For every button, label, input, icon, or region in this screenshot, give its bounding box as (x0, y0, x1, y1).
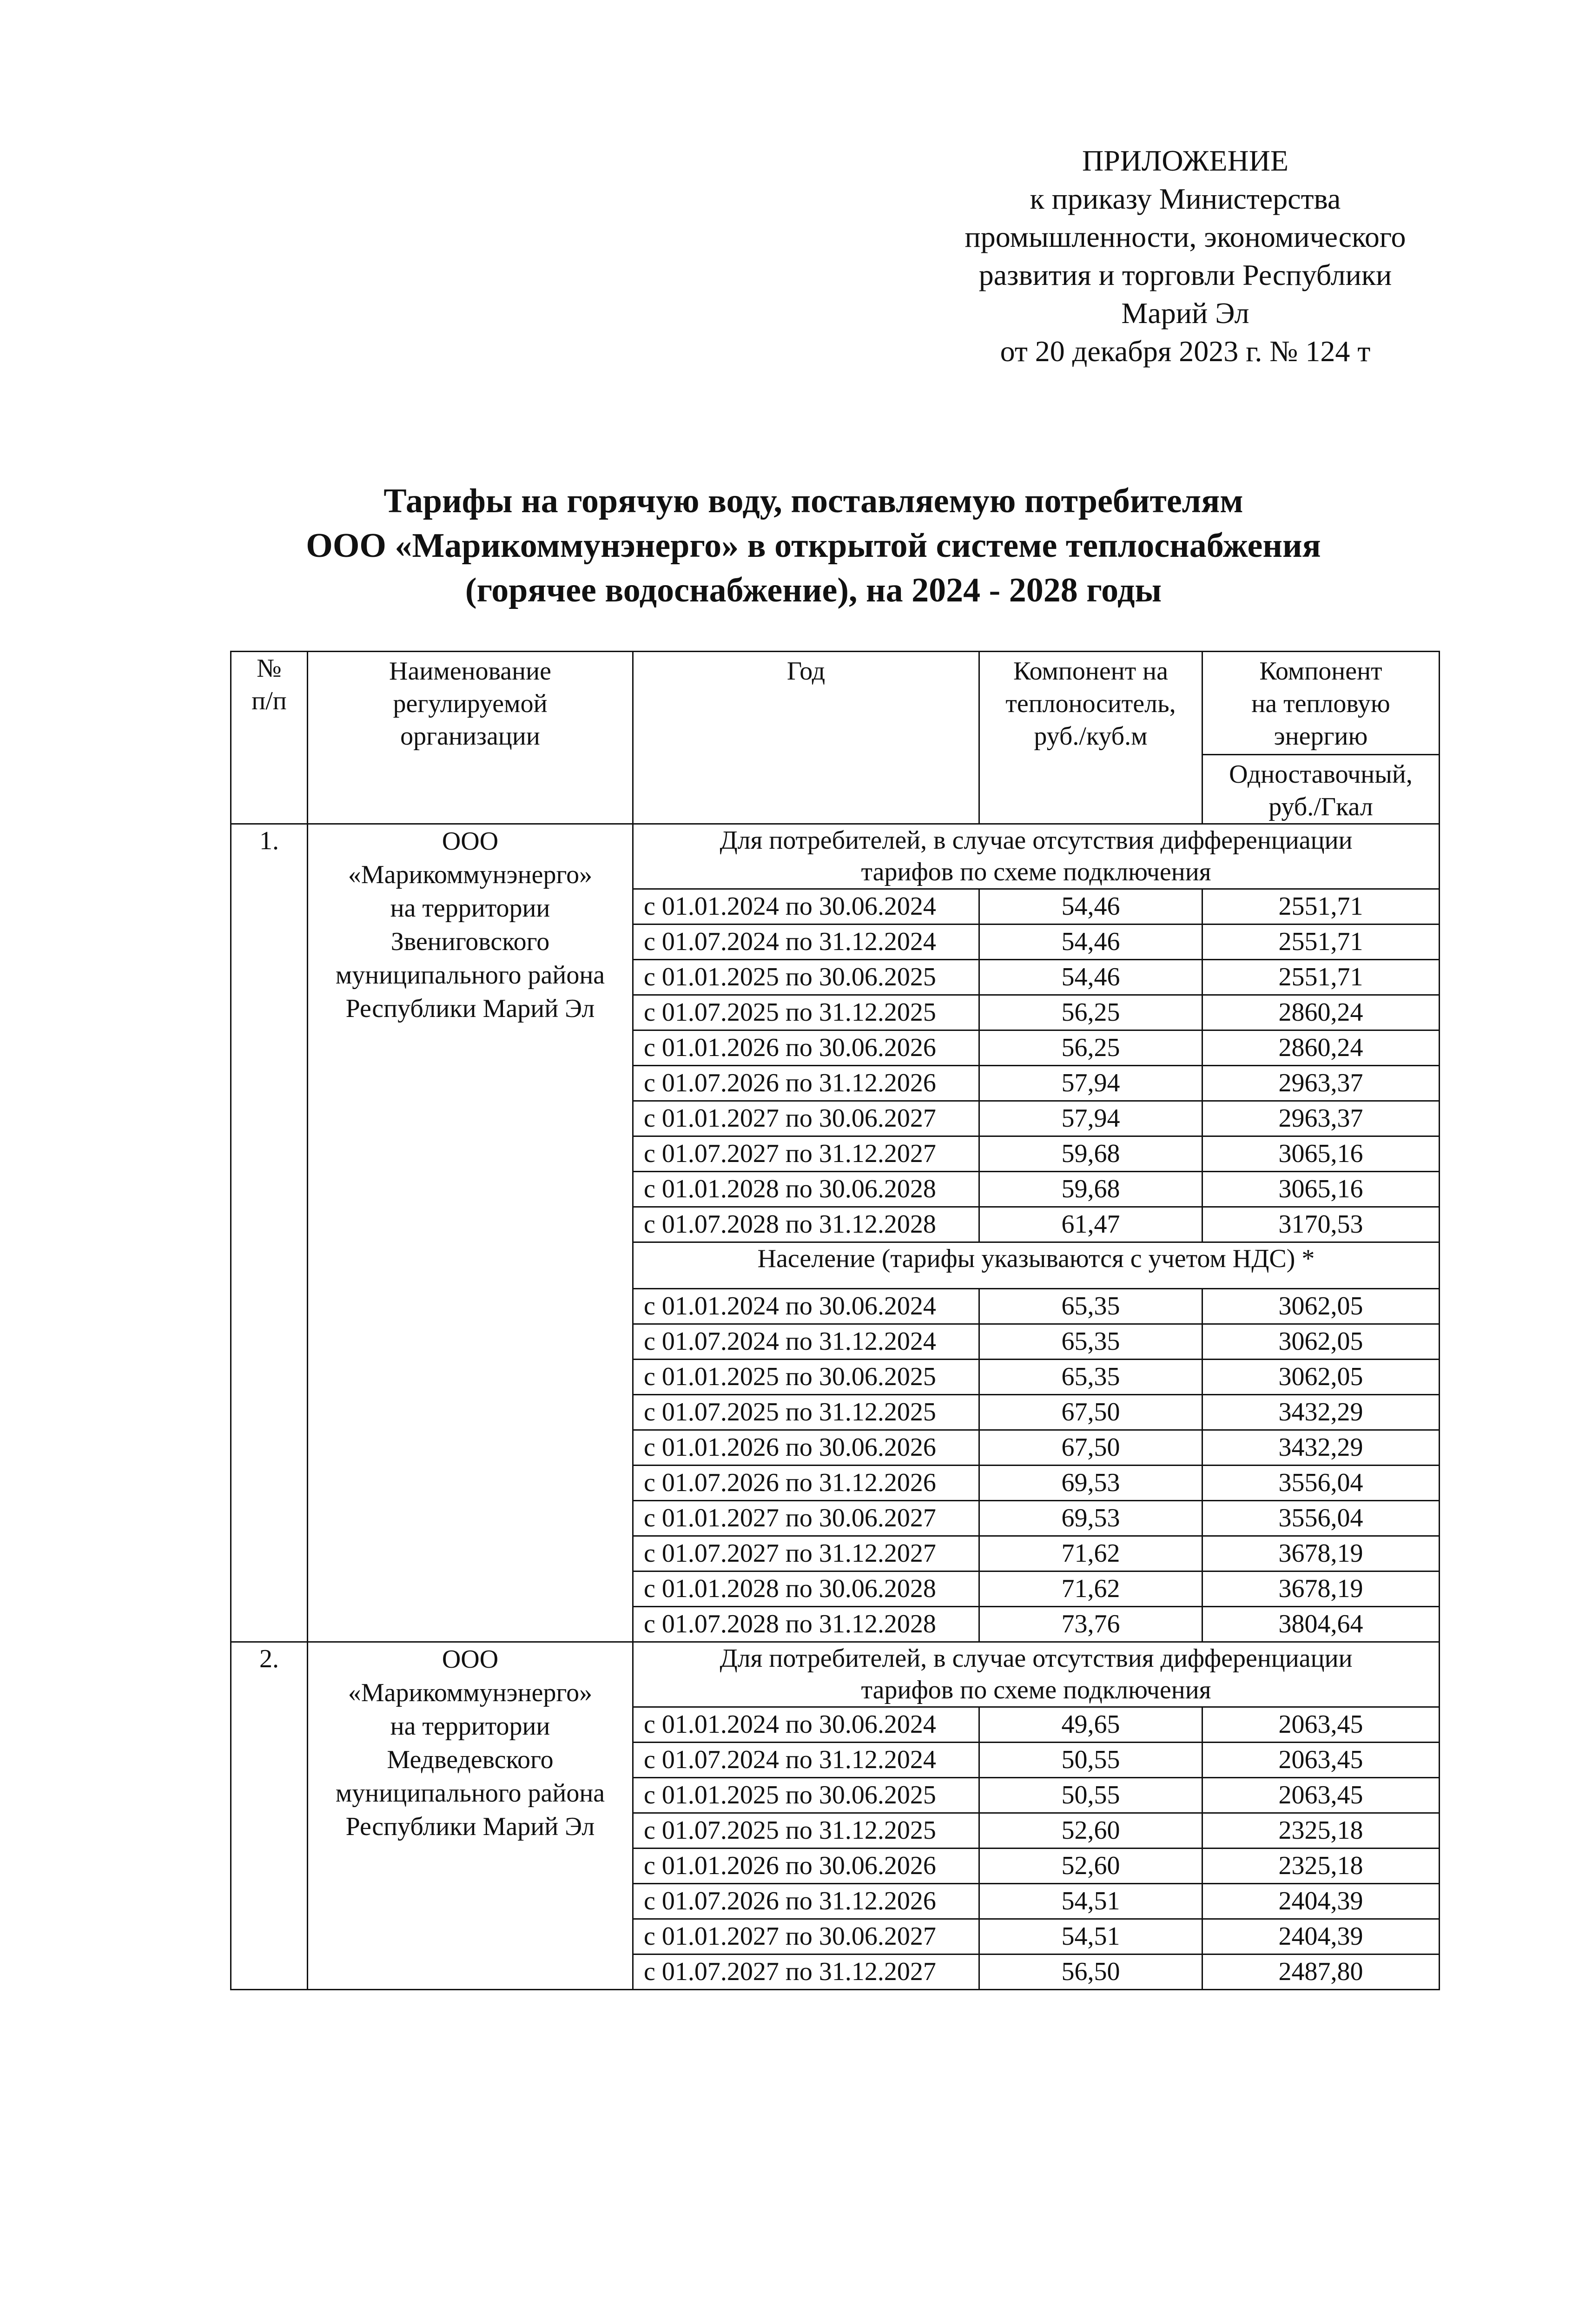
header-num (231, 652, 308, 824)
carrier-value-cell: 54,46 (979, 924, 1202, 960)
energy-value-cell: 2860,24 (1202, 1030, 1440, 1066)
energy-value-cell: 2551,71 (1202, 889, 1440, 924)
appendix-line: ПРИЛОЖЕНИЕ (1082, 144, 1289, 177)
period-cell: с 01.07.2025 по 31.12.2025 (633, 1813, 979, 1849)
carrier-value-cell: 59,68 (979, 1136, 1202, 1172)
title-line: ООО «Марикоммунэнерго» в открытой системе теплоснабжения (306, 527, 1321, 565)
energy-value-cell: 3432,29 (1202, 1430, 1440, 1466)
header-org-line: организации (400, 722, 540, 751)
carrier-value-cell: 54,46 (979, 889, 1202, 924)
carrier-value-cell: 56,25 (979, 995, 1202, 1030)
energy-value-cell: 3062,05 (1202, 1324, 1440, 1360)
carrier-value-cell: 52,60 (979, 1813, 1202, 1849)
appendix-line: Марий Эл (1121, 297, 1249, 330)
energy-value-cell: 3065,16 (1202, 1172, 1440, 1207)
period-cell: с 01.01.2026 по 30.06.2026 (633, 1430, 979, 1466)
energy-value-cell: 3062,05 (1202, 1360, 1440, 1395)
carrier-value-cell: 65,35 (979, 1360, 1202, 1395)
period-cell: с 01.07.2027 по 31.12.2027 (633, 1136, 979, 1172)
energy-value-cell: 2404,39 (1202, 1884, 1440, 1919)
header-num-line: п/п (251, 687, 287, 715)
period-cell: с 01.07.2026 по 31.12.2026 (633, 1884, 979, 1919)
carrier-value-cell: 65,35 (979, 1289, 1202, 1324)
carrier-value-cell: 73,76 (979, 1607, 1202, 1642)
carrier-value-cell: 50,55 (979, 1743, 1202, 1778)
period-cell: с 01.01.2024 по 30.06.2024 (633, 1707, 979, 1743)
appendix-line: промышленности, экономического (964, 220, 1406, 253)
period-cell: с 01.01.2025 по 30.06.2025 (633, 1778, 979, 1813)
appendix-line: от 20 декабря 2023 г. № 124 т (1000, 335, 1371, 368)
energy-value-cell: 3556,04 (1202, 1466, 1440, 1501)
period-cell: с 01.07.2028 по 31.12.2028 (633, 1207, 979, 1242)
header-energy-line: на тепловую (1251, 689, 1390, 718)
header-energy-sub-line: Одноставочный, (1229, 760, 1413, 789)
header-energy (1202, 652, 1440, 755)
carrier-value-cell: 54,51 (979, 1884, 1202, 1919)
carrier-value-cell: 50,55 (979, 1778, 1202, 1813)
period-cell: с 01.01.2027 по 30.06.2027 (633, 1919, 979, 1954)
energy-value-cell: 2063,45 (1202, 1778, 1440, 1813)
document-title (195, 479, 1432, 613)
group-heading (633, 824, 1440, 889)
period-cell: с 01.07.2025 по 31.12.2025 (633, 1395, 979, 1430)
organization-name-line: «Марикоммунэнерго» (348, 1678, 593, 1707)
carrier-value-cell: 65,35 (979, 1324, 1202, 1360)
group-heading-row (231, 1642, 1440, 1707)
appendix-line: к приказу Министерства (1030, 182, 1341, 215)
carrier-value-cell: 54,46 (979, 960, 1202, 995)
period-cell: с 01.01.2028 по 30.06.2028 (633, 1172, 979, 1207)
appendix-line: развития и торговли Республики (978, 258, 1392, 291)
energy-value-cell: 2551,71 (1202, 924, 1440, 960)
header-org-line: регулируемой (393, 689, 548, 718)
organization-name (308, 1642, 633, 1990)
carrier-value-cell: 69,53 (979, 1501, 1202, 1536)
header-carrier (979, 652, 1202, 824)
carrier-value-cell: 56,25 (979, 1030, 1202, 1066)
energy-value-cell: 2404,39 (1202, 1919, 1440, 1954)
carrier-value-cell: 67,50 (979, 1395, 1202, 1430)
energy-value-cell: 3432,29 (1202, 1395, 1440, 1430)
carrier-value-cell: 67,50 (979, 1430, 1202, 1466)
header-energy-line: энергию (1274, 722, 1368, 751)
organization-name-line: «Марикоммунэнерго» (348, 860, 593, 889)
carrier-value-cell: 54,51 (979, 1919, 1202, 1954)
period-cell: с 01.01.2027 по 30.06.2027 (633, 1501, 979, 1536)
carrier-value-cell: 59,68 (979, 1172, 1202, 1207)
energy-value-cell: 2063,45 (1202, 1707, 1440, 1743)
header-org-line: Наименование (389, 657, 551, 686)
header-org (308, 652, 633, 824)
carrier-value-cell: 57,94 (979, 1101, 1202, 1136)
carrier-value-cell: 69,53 (979, 1466, 1202, 1501)
period-cell: с 01.01.2025 по 30.06.2025 (633, 1360, 979, 1395)
energy-value-cell: 2860,24 (1202, 995, 1440, 1030)
period-cell: с 01.07.2026 по 31.12.2026 (633, 1066, 979, 1101)
period-cell: с 01.01.2024 по 30.06.2024 (633, 1289, 979, 1324)
energy-value-cell: 3170,53 (1202, 1207, 1440, 1242)
organization-name-line: на территории (390, 1712, 550, 1741)
carrier-value-cell: 57,94 (979, 1066, 1202, 1101)
period-cell: с 01.01.2026 по 30.06.2026 (633, 1030, 979, 1066)
group-heading (633, 1242, 1440, 1289)
header-energy-sub (1202, 755, 1440, 824)
organization-name-line: Республики Марий Эл (345, 1812, 595, 1841)
carrier-value-cell: 52,60 (979, 1849, 1202, 1884)
appendix-header (925, 142, 1446, 370)
organization-name-line: Медведевского (387, 1745, 554, 1774)
row-number: 2. (231, 1642, 308, 1990)
period-cell: с 01.07.2025 по 31.12.2025 (633, 995, 979, 1030)
period-cell: с 01.01.2025 по 30.06.2025 (633, 960, 979, 995)
period-cell: с 01.01.2028 по 30.06.2028 (633, 1571, 979, 1607)
energy-value-cell: 3678,19 (1202, 1536, 1440, 1571)
period-cell: с 01.07.2026 по 31.12.2026 (633, 1466, 979, 1501)
title-line: Тарифы на горячую воду, поставляемую потребителям (383, 482, 1243, 520)
period-cell: с 01.01.2024 по 30.06.2024 (633, 889, 979, 924)
carrier-value-cell: 61,47 (979, 1207, 1202, 1242)
period-cell: с 01.07.2024 по 31.12.2024 (633, 924, 979, 960)
title-line: (горячее водоснабжение), на 2024 - 2028 годы (465, 571, 1162, 609)
group-heading (633, 1642, 1440, 1707)
carrier-value-cell: 71,62 (979, 1536, 1202, 1571)
energy-value-cell: 3678,19 (1202, 1571, 1440, 1607)
group-heading-line: Население (тарифы указываются с учетом НДС) * (757, 1244, 1315, 1273)
period-cell: с 01.07.2024 по 31.12.2024 (633, 1324, 979, 1360)
carrier-value-cell: 71,62 (979, 1571, 1202, 1607)
header-year-line: Год (786, 657, 826, 686)
organization-name-line: ООО (442, 827, 499, 856)
organization-name-line: муниципального района (335, 1779, 605, 1808)
header-energy-line: Компонент (1259, 657, 1382, 686)
period-cell: с 01.07.2027 по 31.12.2027 (633, 1954, 979, 1990)
energy-value-cell: 3065,16 (1202, 1136, 1440, 1172)
header-num-line: № (257, 654, 282, 683)
header-carrier-line: Компонент на (1013, 657, 1168, 686)
group-heading-line: Для потребителей, в случае отсутствия дифференциации (720, 1644, 1353, 1673)
period-cell: с 01.07.2024 по 31.12.2024 (633, 1743, 979, 1778)
energy-value-cell: 2063,45 (1202, 1743, 1440, 1778)
energy-value-cell: 3804,64 (1202, 1607, 1440, 1642)
organization-name (308, 824, 633, 1642)
carrier-value-cell: 56,50 (979, 1954, 1202, 1990)
group-heading-line: тарифов по схеме подключения (861, 1676, 1211, 1704)
energy-value-cell: 2487,80 (1202, 1954, 1440, 1990)
carrier-value-cell: 49,65 (979, 1707, 1202, 1743)
group-heading-row (231, 824, 1440, 889)
organization-name-line: ООО (442, 1645, 499, 1674)
header-carrier-line: теплоноситель, (1005, 689, 1176, 718)
energy-value-cell: 3062,05 (1202, 1289, 1440, 1324)
row-number: 1. (231, 824, 308, 1642)
energy-value-cell: 2963,37 (1202, 1066, 1440, 1101)
energy-value-cell: 2963,37 (1202, 1101, 1440, 1136)
organization-name-line: Республики Марий Эл (345, 994, 595, 1023)
group-heading-line: Для потребителей, в случае отсутствия дифференциации (720, 826, 1353, 855)
header-carrier-line: руб./куб.м (1034, 722, 1148, 751)
organization-name-line: Звениговского (390, 927, 550, 956)
energy-value-cell: 2551,71 (1202, 960, 1440, 995)
organization-name-line: на территории (390, 894, 550, 923)
energy-value-cell: 2325,18 (1202, 1813, 1440, 1849)
header-energy-sub-line: руб./Гкал (1268, 792, 1373, 821)
period-cell: с 01.01.2026 по 30.06.2026 (633, 1849, 979, 1884)
energy-value-cell: 2325,18 (1202, 1849, 1440, 1884)
tariff-table (230, 651, 1440, 1990)
group-heading-line: тарифов по схеме подключения (861, 858, 1211, 886)
organization-name-line: муниципального района (335, 961, 605, 990)
header-year (633, 652, 979, 824)
period-cell: с 01.07.2028 по 31.12.2028 (633, 1607, 979, 1642)
period-cell: с 01.07.2027 по 31.12.2027 (633, 1536, 979, 1571)
period-cell: с 01.01.2027 по 30.06.2027 (633, 1101, 979, 1136)
header-row (231, 652, 1440, 755)
energy-value-cell: 3556,04 (1202, 1501, 1440, 1536)
